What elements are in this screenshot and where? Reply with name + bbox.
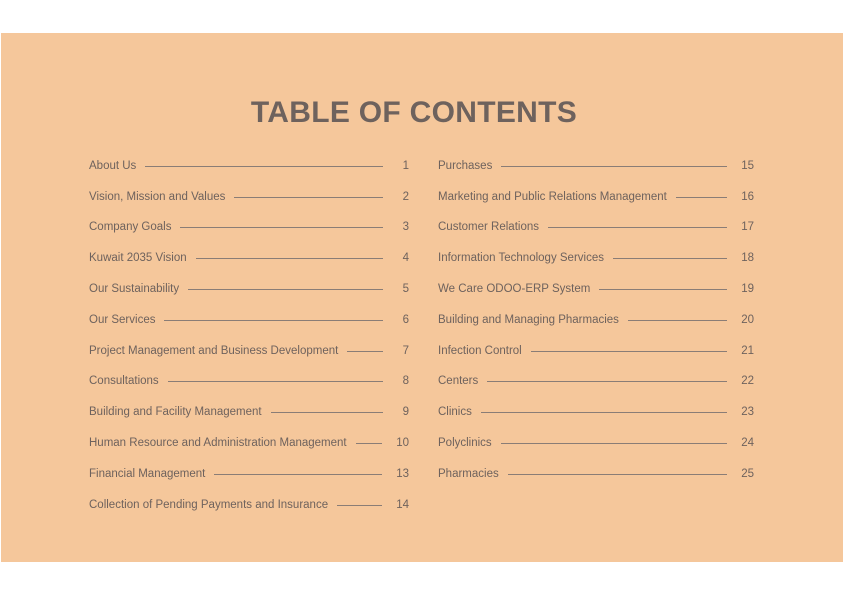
toc-entry-label: Our Sustainability xyxy=(89,282,180,295)
toc-entry[interactable] xyxy=(438,141,754,172)
toc-entry-page-number: 9 xyxy=(402,406,409,419)
toc-leader-line xyxy=(613,258,727,259)
toc-entry-page-number: 22 xyxy=(741,375,754,388)
toc-entry[interactable] xyxy=(89,264,409,295)
toc-entry-page-number: 1 xyxy=(402,159,409,172)
toc-entry-page-number: 3 xyxy=(402,221,409,234)
toc-entry[interactable] xyxy=(438,203,754,234)
toc-entry-label: Project Management and Business Development xyxy=(89,344,339,357)
toc-entry-page-number: 24 xyxy=(741,436,754,449)
toc-leader-line xyxy=(196,258,383,259)
toc-page xyxy=(1,33,843,562)
toc-leader-line xyxy=(481,412,727,413)
toc-entry-label: Vision, Mission and Values xyxy=(89,190,226,203)
toc-entry[interactable] xyxy=(89,449,409,480)
toc-leader-line xyxy=(347,351,383,352)
toc-entry-label: Financial Management xyxy=(89,467,206,480)
toc-leader-line xyxy=(628,320,727,321)
toc-entry-page-number: 17 xyxy=(741,221,754,234)
toc-entry[interactable] xyxy=(89,295,409,326)
toc-entry-label: Polyclinics xyxy=(438,436,492,449)
toc-entry-label: Our Services xyxy=(89,313,156,326)
toc-entry-label: About Us xyxy=(89,159,137,172)
toc-entry-label: Human Resource and Administration Management xyxy=(89,436,347,449)
toc-leader-line xyxy=(164,320,383,321)
toc-leader-line xyxy=(676,197,727,198)
toc-entry-label: Collection of Pending Payments and Insurance xyxy=(89,498,329,511)
toc-entry-page-number: 20 xyxy=(741,313,754,326)
toc-entry-label: Building and Facility Management xyxy=(89,406,262,419)
toc-entry[interactable] xyxy=(438,264,754,295)
toc-entry-page-number: 25 xyxy=(741,467,754,480)
toc-leader-line xyxy=(168,381,383,382)
toc-entry[interactable] xyxy=(438,233,754,264)
toc-entry-label: Consultations xyxy=(89,375,159,388)
toc-entry[interactable] xyxy=(438,387,754,418)
toc-entry-label: Centers xyxy=(438,375,479,388)
toc-entry-label: Purchases xyxy=(438,159,493,172)
toc-entry-page-number: 7 xyxy=(402,344,409,357)
toc-entry[interactable] xyxy=(89,233,409,264)
toc-entry-page-number: 6 xyxy=(402,313,409,326)
toc-entry[interactable] xyxy=(89,141,409,172)
toc-entry-page-number: 15 xyxy=(741,159,754,172)
toc-entry[interactable] xyxy=(89,172,409,203)
toc-entry-page-number: 23 xyxy=(741,406,754,419)
toc-entry-page-number: 5 xyxy=(402,282,409,295)
toc-leader-line xyxy=(531,351,727,352)
toc-entry[interactable] xyxy=(438,418,754,449)
toc-entry-label: Kuwait 2035 Vision xyxy=(89,252,187,265)
toc-title: TABLE OF CONTENTS xyxy=(250,96,578,129)
toc-entry-page-number: 19 xyxy=(741,282,754,295)
toc-leader-line xyxy=(271,412,383,413)
toc-entry[interactable] xyxy=(89,418,409,449)
toc-entry[interactable] xyxy=(438,357,754,388)
toc-leader-line xyxy=(214,474,382,475)
toc-leader-line xyxy=(508,474,727,475)
toc-entry[interactable] xyxy=(438,172,754,203)
toc-leader-line xyxy=(501,443,728,444)
toc-leader-line xyxy=(180,227,383,228)
toc-entry-label: Clinics xyxy=(438,406,472,419)
toc-leader-line xyxy=(501,166,727,167)
toc-right-column xyxy=(438,141,754,480)
toc-entry-page-number: 10 xyxy=(396,436,409,449)
toc-entry[interactable] xyxy=(438,326,754,357)
toc-entry[interactable] xyxy=(89,387,409,418)
toc-entry-label: Customer Relations xyxy=(438,221,539,234)
toc-entry-page-number: 18 xyxy=(741,252,754,265)
toc-entry-page-number: 4 xyxy=(402,252,409,265)
toc-leader-line xyxy=(548,227,727,228)
toc-leader-line xyxy=(188,289,383,290)
toc-entry-label: Information Technology Services xyxy=(438,252,604,265)
toc-entry[interactable] xyxy=(438,449,754,480)
toc-entry-label: Infection Control xyxy=(438,344,522,357)
toc-left-column xyxy=(89,141,409,511)
toc-entry-page-number: 14 xyxy=(396,498,409,511)
toc-entry-label: Building and Managing Pharmacies xyxy=(438,313,619,326)
toc-leader-line xyxy=(145,166,383,167)
toc-entry-page-number: 21 xyxy=(741,344,754,357)
toc-entry-label: We Care ODOO-ERP System xyxy=(438,282,591,295)
toc-entry-page-number: 8 xyxy=(402,375,409,388)
toc-entry-label: Marketing and Public Relations Management xyxy=(438,190,667,203)
toc-entry-page-number: 13 xyxy=(396,467,409,480)
toc-entry[interactable] xyxy=(89,357,409,388)
toc-leader-line xyxy=(487,381,727,382)
toc-entry[interactable] xyxy=(89,326,409,357)
toc-entry[interactable] xyxy=(438,295,754,326)
toc-entry-page-number: 16 xyxy=(741,190,754,203)
toc-leader-line xyxy=(356,443,383,444)
toc-entry[interactable] xyxy=(89,480,409,511)
toc-leader-line xyxy=(337,505,382,506)
toc-leader-line xyxy=(234,197,383,198)
toc-entry[interactable] xyxy=(89,203,409,234)
toc-leader-line xyxy=(599,289,727,290)
toc-entry-label: Pharmacies xyxy=(438,467,499,480)
toc-entry-label: Company Goals xyxy=(89,221,172,234)
toc-entry-page-number: 2 xyxy=(402,190,409,203)
